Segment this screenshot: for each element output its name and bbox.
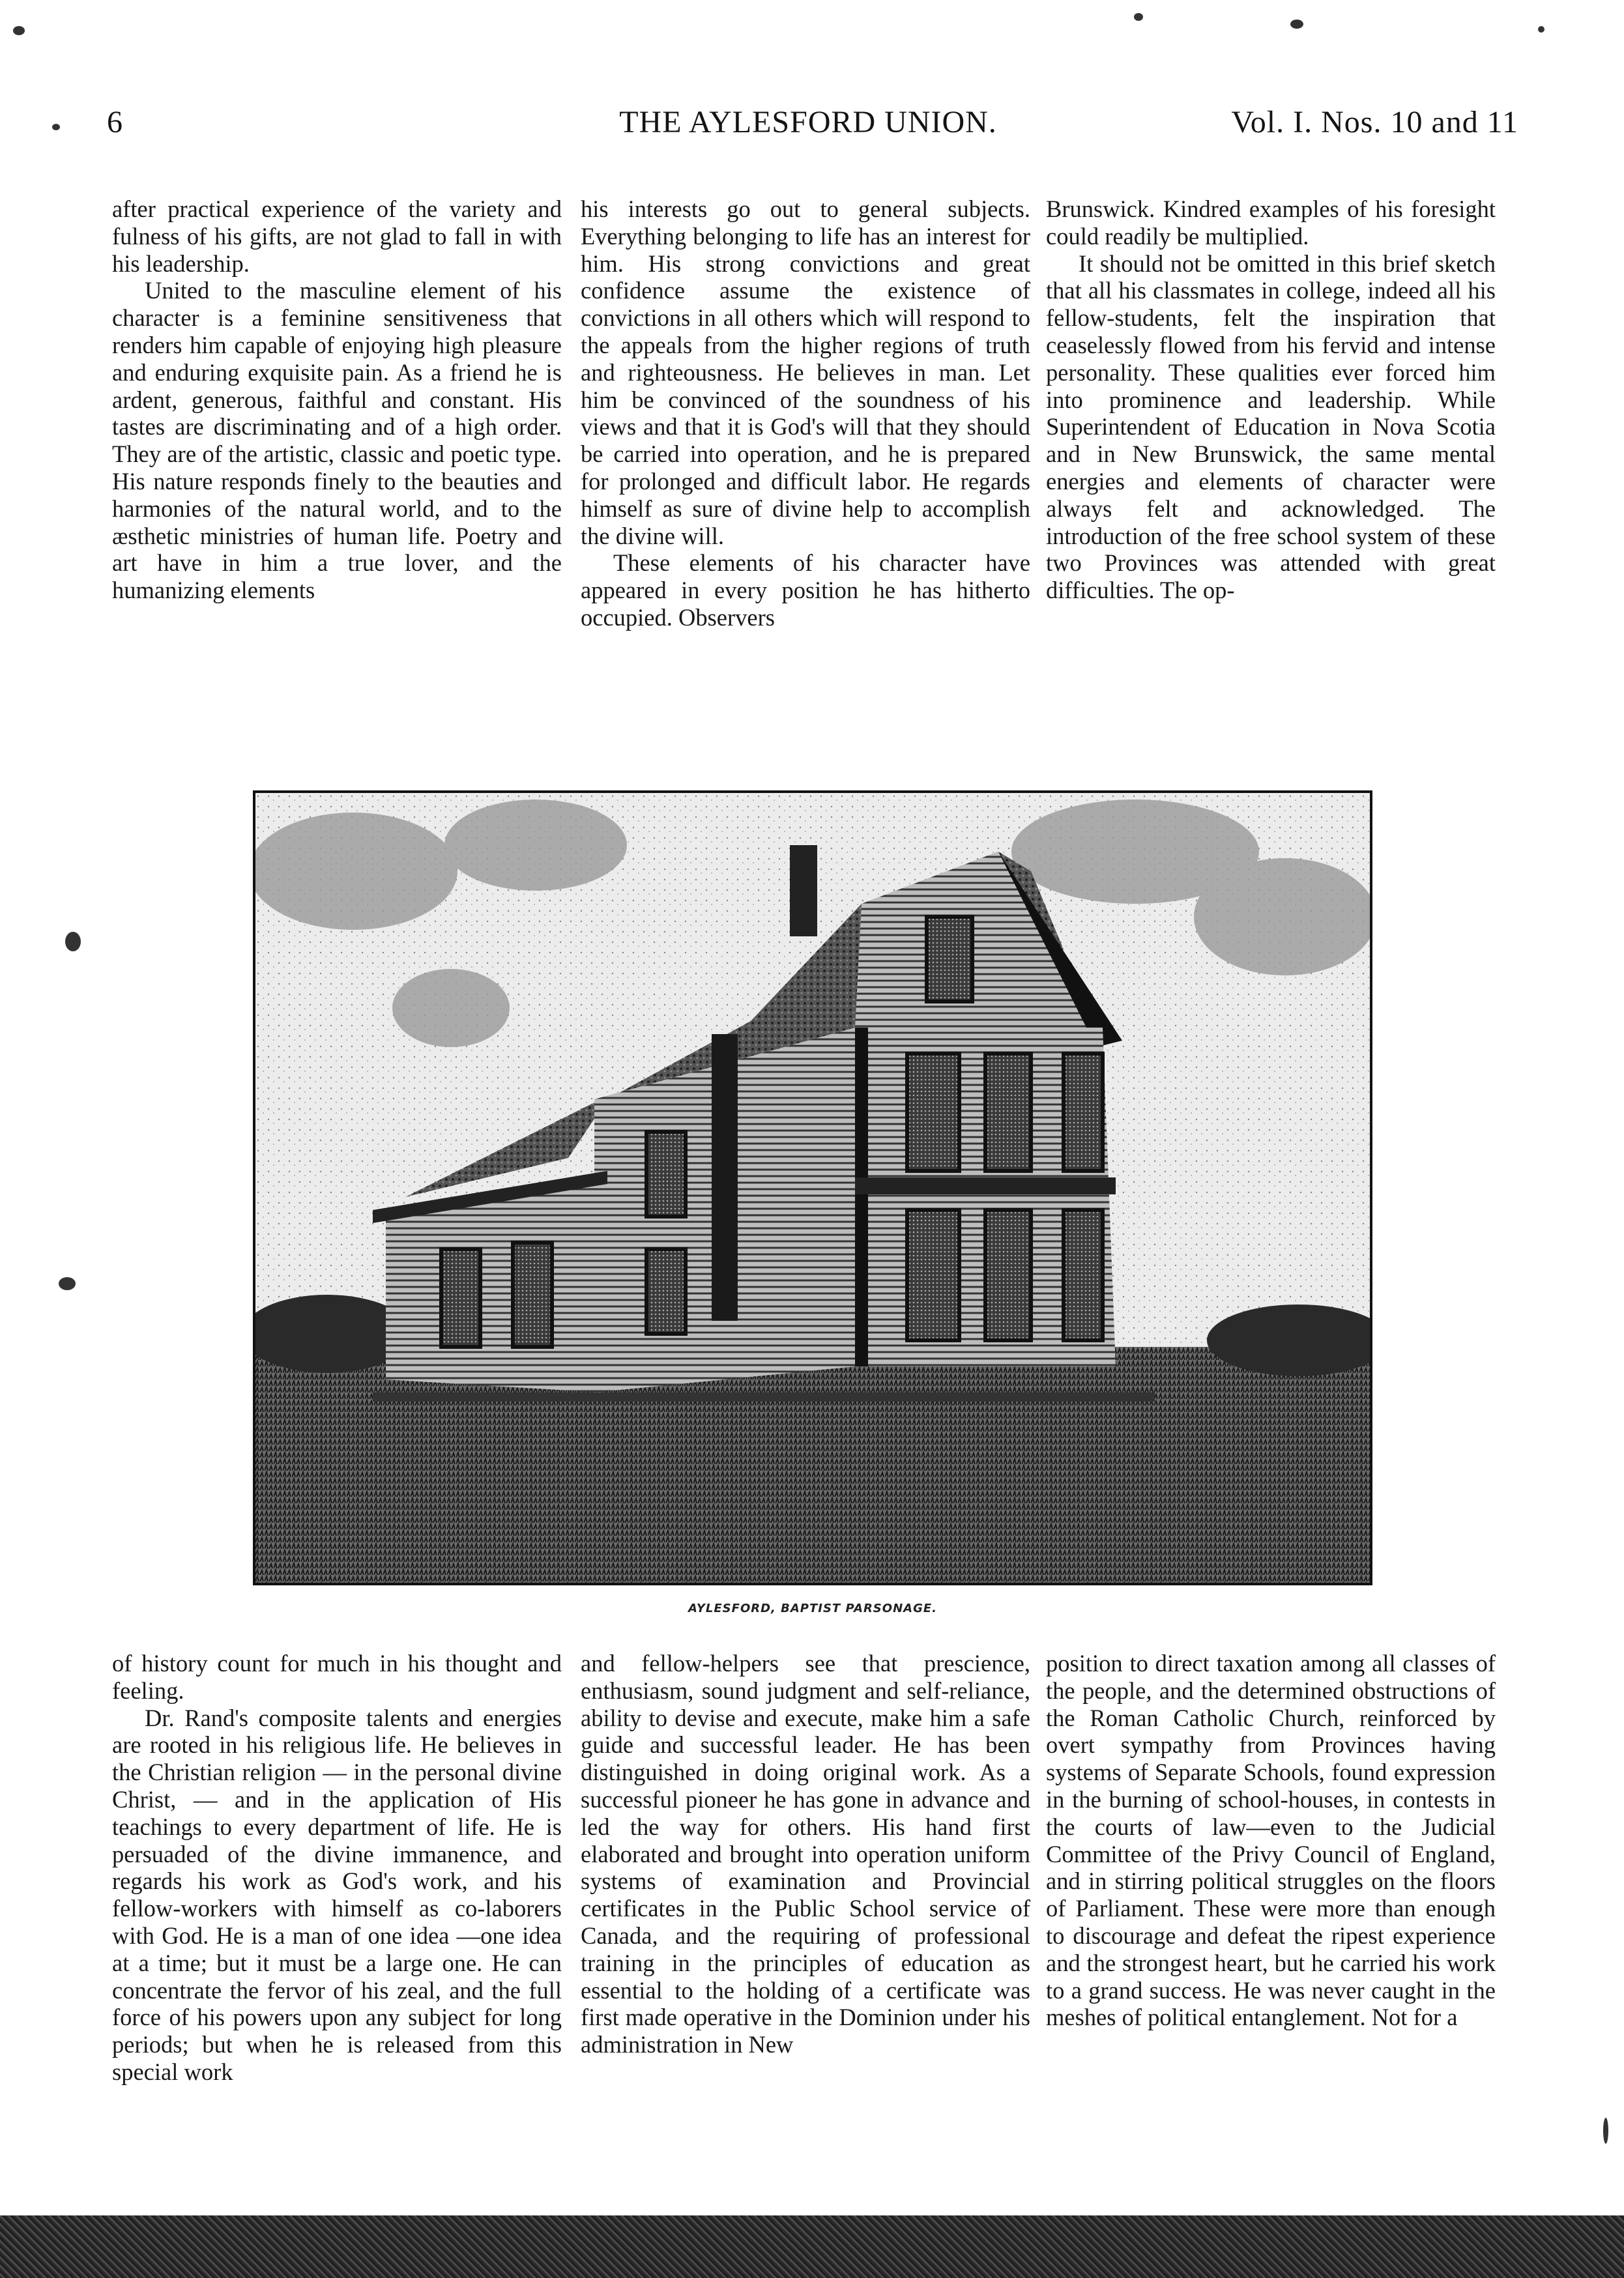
paragraph: his interests go out to general subjects. Everything belonging to life has an interest for him. His strong convictions and great confidence assume the existence of convictions in all others which will respond to the appeals from the higher regions of truth and righteousness. He believes in man. Let him be convinced of the soundness of his views and that it is God's will that they should be carried into operation, and he is prepared for prolonged and difficult labor. He regards himself as sure of divine help to accomplish the divine will. [581, 195, 1030, 549]
paragraph: These elements of his character have appeared in every position he has hitherto occupied. Observers [581, 549, 1030, 631]
scan-speck [59, 1277, 76, 1290]
scan-edge-strip [0, 2215, 1624, 2278]
scan-speck [13, 26, 25, 35]
page-header [98, 104, 1518, 156]
paragraph: and fellow-helpers see that prescience, enthusiasm, sound judgment and self-reliance, ability to devise and execute, make him a safe guide and successful leader. He has been distinguished in doing original work. As a successful pioneer he has gone in advance and led the way for others. His hand first elaborated and brought into operation uniform systems of examination and Provincial certificates in the Public School service of Canada, and the requiring of professional training in the principles of education as essential to the holding of a certificate was first made operative in the Dominion under his administration in New [581, 1650, 1030, 2058]
scan-speck [52, 124, 60, 130]
scan-speck [1290, 20, 1303, 29]
column-top-2 [581, 195, 1030, 631]
scan-speck [1134, 13, 1143, 21]
paragraph: Brunswick. Kindred examples of his foresight could readily be multiplied. [1046, 195, 1496, 250]
volume-info: Vol. I. Nos. 10 and 11 [1231, 105, 1518, 139]
newspaper-title: THE AYLESFORD UNION. [619, 105, 997, 139]
column-bottom-2 [581, 1650, 1030, 2058]
parsonage-photo [253, 790, 1372, 1585]
paragraph: United to the masculine element of his character is a feminine sensitiveness that renders him capable of enjoying high pleasure and enduring exquisite pain. As a friend he is ardent, generous, faithful and constant. His tastes are discriminating and of a high order. They are of the artistic, classic and poetic type. His nature responds finely to the beauties and harmonies of the natural world, and to the æsthetic ministries of human life. Poetry and art have in him a true lover, and the humanizing elements [112, 277, 562, 604]
column-bottom-1 [112, 1650, 562, 2086]
paragraph: position to direct taxation among all classes of the people, and the determined obstructions of the Roman Catholic Church, reinforced by overt sympathy from Provinces having systems of Separate Schools, found expression in the burning of school-houses, in contests in the courts of law—even to the Judicial Committee of the Privy Council of England, and in stirring political struggles on the floors of Parliament. These were more than enough to discourage and defeat the ripest experience and the strongest heart, but he carried his work to a grand success. He was never caught in the meshes of political entanglement. Not for a [1046, 1650, 1496, 2031]
paragraph: of history count for much in his thought and feeling. [112, 1650, 562, 1704]
paragraph: It should not be omitted in this brief sketch that all his classmates in college, indeed all his fellow-students, felt the inspiration that ceaselessly flowed from his fervid and intense personality. These qualities ever forced him into prominence and leadership. While Superintendent of Education in Nova Scotia and in New Brunswick, the same mental energies and elements of character were always felt and acknowledged. The introduction of the free school system of these two Provinces was attended with great difficulties. The op- [1046, 250, 1496, 604]
scan-speck [65, 932, 81, 951]
photo-caption: AYLESFORD, BAPTIST PARSONAGE. [688, 1602, 937, 1615]
paragraph: after practical experience of the variety and fulness of his gifts, are not glad to fall in with his leadership. [112, 195, 562, 277]
scan-speck [1538, 26, 1544, 33]
paragraph: Dr. Rand's composite talents and energies are rooted in his religious life. He believes in the Christian religion — in the personal divine Christ, — and in the application of His teachings to every department of life. He is persuaded of the divine immanence, and regards his work as God's work, and his fellow-workers with himself as co-laborers with God. He is a man of one idea —one idea at a time; but it must be a large one. He can concentrate the fervor of his zeal, and the full force of his powers upon any subject for long periods; but when he is released from this special work [112, 1704, 562, 2085]
house-engraving-icon [255, 793, 1370, 1583]
column-top-3 [1046, 195, 1496, 604]
column-top-1 [112, 195, 562, 604]
scan-speck [1603, 2118, 1608, 2144]
page-number: 6 [107, 105, 123, 139]
column-bottom-3 [1046, 1650, 1496, 2031]
